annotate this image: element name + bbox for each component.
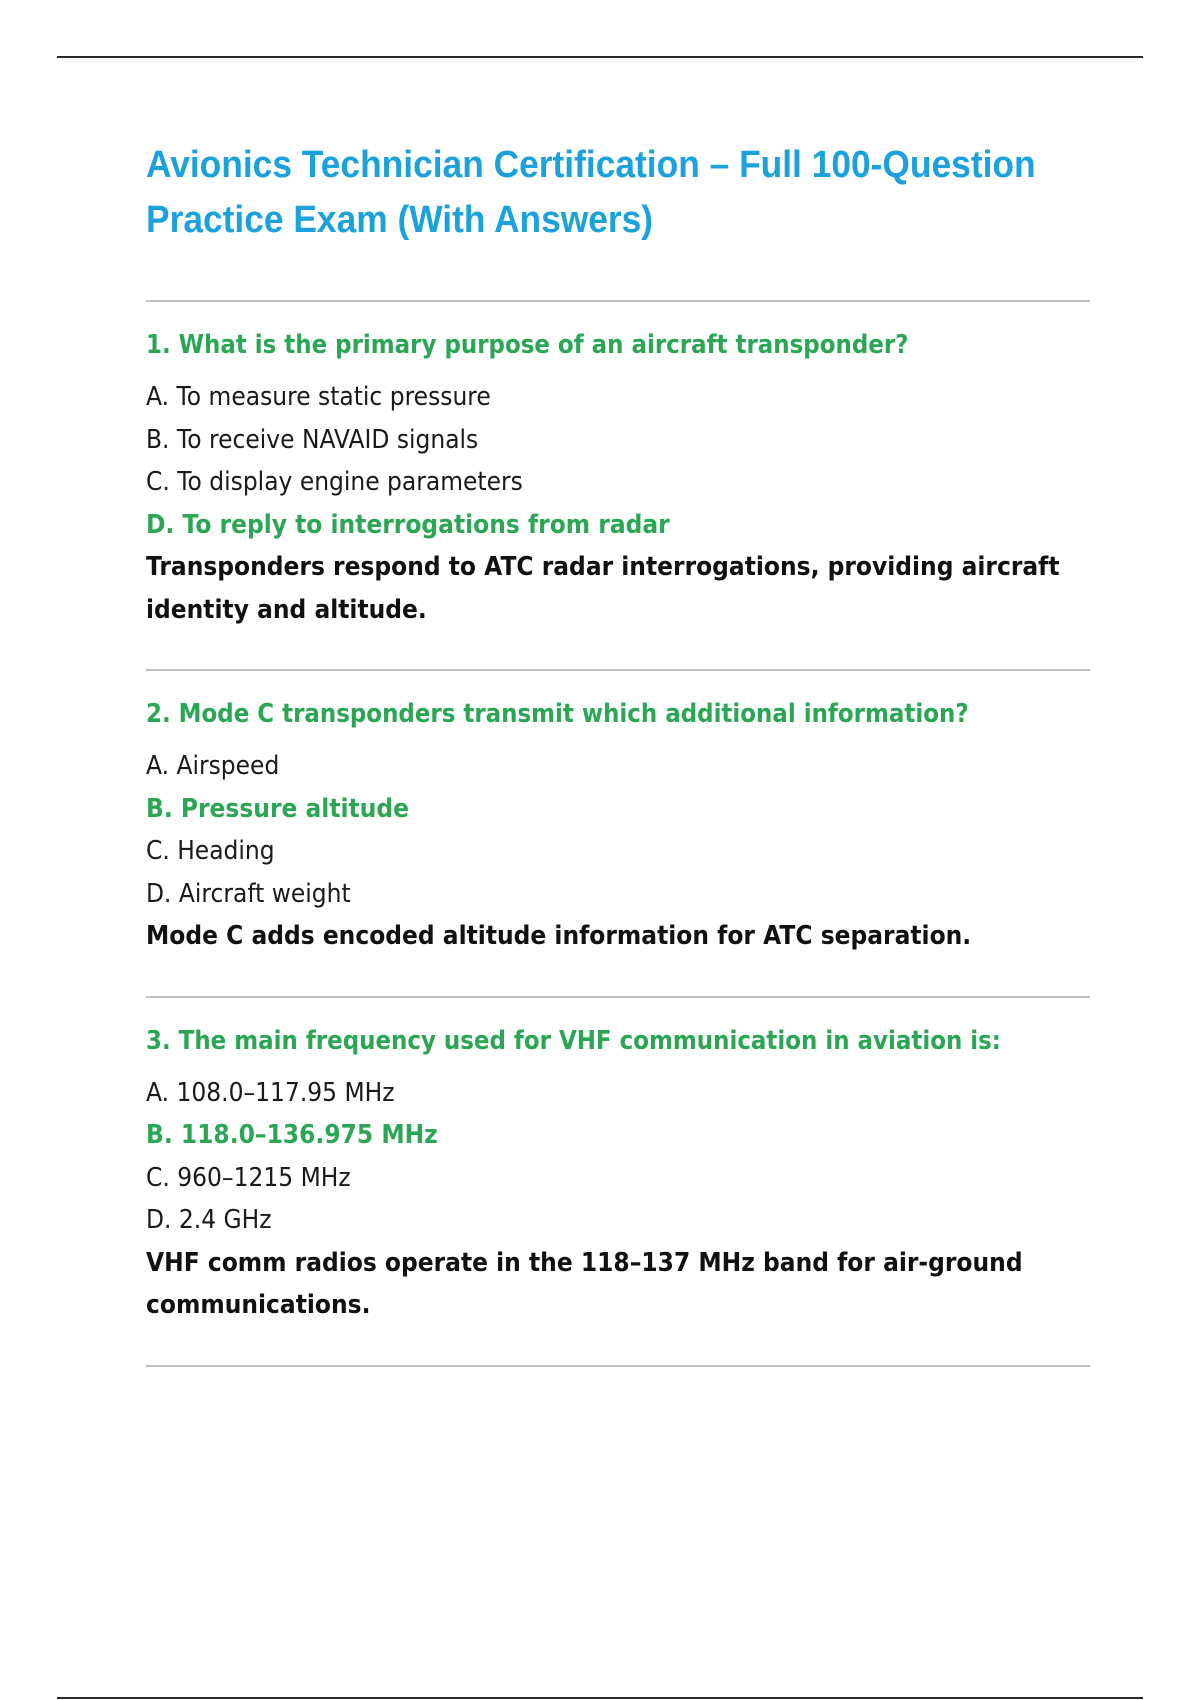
option-a: A. 108.0–117.95 MHz [146,1077,395,1108]
document-content [146,138,1090,1367]
question-3 [146,998,1090,1365]
answer-explanation: Mode C adds encoded altitude information for ATC separation. [146,921,972,951]
option-b: B. To receive NAVAID signals [146,424,479,455]
option-c: C. To display engine parameters [146,467,523,497]
answer-options [146,745,1090,915]
question-text: 1. What is the primary purpose of an aircraft transponder? [146,330,909,360]
question-text: 2. Mode C transponders transmit which additional information? [146,699,969,729]
question-1 [146,302,1090,669]
page-top-rule [57,56,1143,58]
answer-explanation: Transponders respond to ATC radar interrogations, providing aircraft identity and altitude. [146,552,1060,625]
question-2 [146,671,1090,996]
option-c: C. 960–1215 MHz [146,1162,351,1193]
answer-explanation: VHF comm radios operate in the 118–137 MHz band for air-ground communications. [146,1247,1023,1320]
option-d-correct: D. To reply to interrogations from radar [146,509,670,540]
option-a: A. Airspeed [146,751,280,781]
question-text: 3. The main frequency used for VHF communication in aviation is: [146,1025,1001,1056]
option-d: D. 2.4 GHz [146,1205,272,1235]
option-c: C. Heading [146,836,275,866]
option-b-correct: B. Pressure altitude [146,793,409,824]
page-bottom-rule [57,1697,1143,1699]
section-divider [146,1365,1090,1367]
answer-options [146,376,1090,546]
option-b-correct: B. 118.0–136.975 MHz [146,1120,438,1150]
option-d: D. Aircraft weight [146,878,351,909]
document-title: Avionics Technician Certification – Full 100-Question Practice Exam (With Answers) [146,144,1036,241]
answer-options [146,1072,1090,1242]
option-a: A. To measure static pressure [146,382,491,412]
